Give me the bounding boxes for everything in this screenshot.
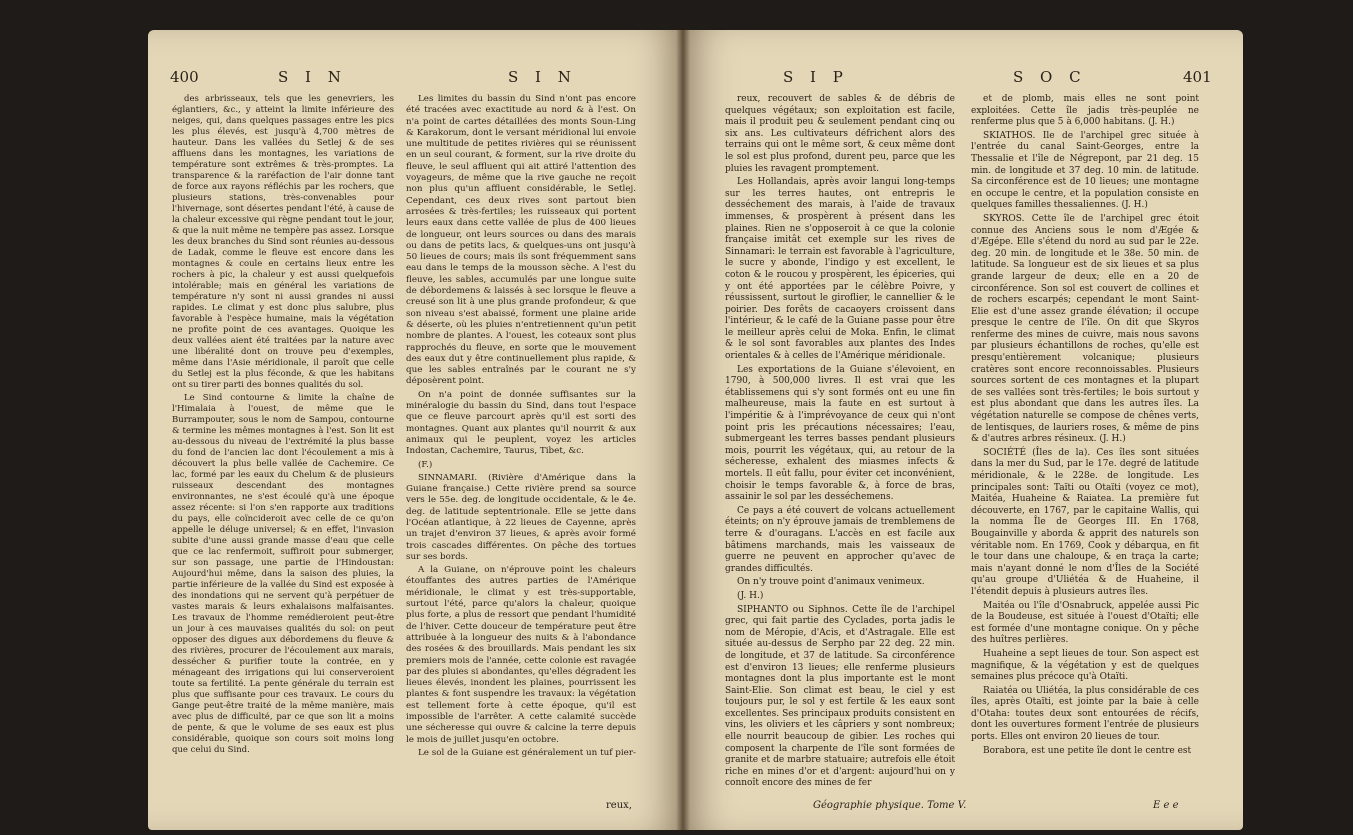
paragraph: Le sol de la Guiane est généralement un tuf pier- [418, 747, 636, 758]
catchword: reux, [606, 800, 632, 811]
paragraph: SINNAMARI. (Rivière d'Amérique dans la Guiane française.) Cette rivière prend sa source vers le 55e. deg. de longitude occidentale, & le 4e. deg. de latitude septentrionale. Elle se jette dans l'Océan atlantique, à 22 lieues de Cayenne, après un trajet d'environ 37 lieues, & après avoir formé trois cascades différentes. On pêche des tortues sur ses bords. [406, 472, 636, 562]
paragraph: Huaheine a sept lieues de tour. Son aspect est magnifique, & la végétation y est de quelques semaines plus précoce qu'à Otaïti. [971, 648, 1199, 683]
running-head: S O C [1013, 68, 1087, 86]
paragraph: A la Guiane, on n'éprouve point les chaleurs étouffantes des autres parties de l'Amérique méridionale, le climat y est très-supportable, surtout l'été, parce qu'alors la chaleur, quoique plus forte, a plus de ressort que pendant l'humidité de l'hiver. Cette douceur de température peut être attribuée à la longueur des nuits & à l'abondance des rosées & des brouillards. Mais pendant les six premiers mois de l'année, cette colonie est ravagée par des pluies si abondantes, qu'elles dégradent les lieues élevés, inondent les plaines, pourrissent les plantes & font suspendre les travaux: la végétation est tellement forte à cette époque, qu'il est impossible de l'arrêter. A cette calamité succède une sécheresse qui ouvre & calcine la terre depuis le mois de juillet jusqu'en octobre. [406, 565, 636, 745]
text-column-right [406, 94, 636, 761]
paragraph: Les exportations de la Guiane s'élevoient, en 1790, à 500,000 livres. Il est vrai que les établissemens qui s'y sont formés ont eu une fin malheureuse, mais la faute en est surtout à l'impéritie & à l'imprévoyance de ceux qui n'ont point pris les précautions nécessaires; l'eau, submergeant les terres basses pendant plusieurs mois, pourrit les végétaux, qui, au retour de la sécheresse, exhalent des miasmes infects & mortels. Il eût fallu, pour éviter cet inconvénient, choisir le temps favorable &, à force de bras, assainir le sol par les desséchemens. [725, 364, 955, 503]
running-head: S I N [508, 68, 577, 86]
paragraph: SIPHANTO ou Siphnos. Cette île de l'archipel grec, qui fait partie des Cyclades, porta jadis le nom de Méropie, d'Acis, et d'Astragale. Elle est située au-dessus de Serpho par 22 deg. 22 min. de longitude, et 37 de latitude. Sa circonférence est d'environ 13 lieues; elle renferme plusieurs montagnes dont la plus importante est le mont Saint-Elie. Son climat est beau, le ciel y est toujours pur, le sol y est fertile & les eaux sont excellentes. Ses principaux produits consistent en vins, les oliviers et les câpriers y sont nombreux; elle nourrit beaucoup de gibier. Les roches qui composent la charpente de l'île sont formées de granite et de marbre statuaire; autrefois elle étoit riche en mines d'or et d'argent: aujourd'hui on y connoît encore des mines de fer [725, 604, 955, 789]
paragraph: Les Hollandais, après avoir langui long-temps sur les terres hautes, ont entrepris le desséchement des marais, à l'aide de travaux immenses, & prospèrent à présent dans les plaines. Rien ne s'opposeroit à ce que la colonie française imitât cet exemple sur les rives de Sinnamari: le terrain est favorable à l'agriculture, le sucre y abonde, l'indigo y est excellent, le coton & le roucou y prospèrent, les épiceries, qui y ont été apportées par le célèbre Poivre, y réussissent, surtout le giroflier, le cannellier & le poirier. Des forêts de cacaoyers croissent dans l'intérieur, & le café de la Guiane passe pour être le meilleur après celui de Moka. Enfin, le climat & le sol sont favorables aux plantes des Indes orientales & à celles de l'Amérique méridionale. [725, 177, 955, 362]
paragraph: On n'y trouve point d'animaux venimeux. [737, 577, 925, 588]
text-column-right [971, 94, 1199, 759]
paragraph: des arbrisseaux, tels que les genevriers, les églantiers, &c., y atteint la limite inférieure des neiges, qui, dans quelques passages entre les pics les plus élevés, est jusqu'à 4,700 mètres de hauteur. Dans les vallées du Setlej & de ses affluens dans les montagnes, les variations de température sont extrêmes & très-promptes. La transparence & la raréfaction de l'air donne tant de force aux rayons réfléchis par les rochers, que plusieurs stations, très-convenables pour l'hivernage, sont désertes pendant l'été, à cause de la chaleur excessive qui règne pendant tout le jour, & que la nuit même ne tempère pas assez. Lorsque les deux branches du Sind sont réunies au-dessous de Ladak, comme le fleuve est encore dans les montagnes & coule en certains lieux entre les rochers à pic, la chaleur y est aussi quelquefois intolérable; mais en général les variations de température n'y sont ni aussi grandes ni aussi rapides. Le climat y est donc plus salubre, plus favorable à l'espèce humaine, mais la végétation ne profite point de ces avantages. Quoique les deux vallées aient été traitées par la nature avec une libéralité dont on trouve peu d'exemples, même dans l'Asie méridionale, il paroît que celle du Setlej est la plus féconde, & que les habitans ont su tirer parti des bonnes qualités du sol. [172, 94, 394, 390]
text-column-left [172, 94, 394, 758]
paragraph: et de plomb, mais elles ne sont point exploitées. Cette île jadis très-peuplée ne renferme plus que 5 à 6,000 habitans. (J. H.) [971, 94, 1199, 128]
paragraph: On n'a point de donnée suffisantes sur la minéralogie du bassin du Sind, dans tout l'espace que ce fleuve parcourt après qu'il est sorti des montagnes. Quant aux plantes qu'il nourrit & aux animaux qui le peuplent, voyez les articles Indostan, Cachemire, Taurus, Tibet, &c. [406, 389, 636, 457]
paragraph: Borabora, est une petite île dont le centre est [983, 745, 1192, 756]
paragraph: Maitéa ou l'île d'Osnabruck, appelée aussi Pic de la Boudeuse, est située à l'ouest d'Otaïti; elle est formée d'une montagne conique. On y pêche des huîtres perlières. [971, 600, 1199, 646]
left-page [148, 30, 683, 830]
paragraph: SOCIÉTÉ (Îles de la). Ces îles sont situées dans la mer du Sud, par le 17e. degré de latitude méridionale, & le 228e. de longitude. Les principales sont: Taïti ou Otaïti (voyez ce mot), Maitéa, Huaheine & Raiatea. La première fut découverte, en 1767, par le capitaine Wallis, qui la nomma Île de Georges III. En 1768, Bougainville y aborda & apprit des naturels son véritable nom. En 1769, Cook y débarqua, en fit le tour dans une chaloupe, & en traça la carte; mais n'ayant donné le nom d'Îles de la Société qu'au groupe d'Uliétéa & de Huaheine, il l'étendit depuis à plusieurs autres îles. [971, 447, 1199, 597]
paragraph: reux, recouvert de sables & de débris de quelques végétaux; son exploitation est facile, mais il produit peu & seulement pendant cinq ou six ans. Les cultivateurs défrichent alors des terrains qui ont le même sort, & ceux même dont le sol est plus profond, durent peu, parce que les pluies les ravagent promptement. [725, 94, 955, 174]
paragraph: Les limites du bassin du Sind n'ont pas encore été tracées avec exactitude au nord & à l'est. On n'a point de cartes détaillées des monts Soun-Ling & Karakorum, dont le versant méridional lui envoie une multitude de petites rivières qui se réunissent en un seul courant, & forment, sur la rive droite du fleuve, le seul affluent qui ait attiré l'attention des voyageurs, de même que la rive gauche ne reçoit non plus qu'un affluent considérable, le Setlej. Cependant, ces deux rives sont partout bien arrosées & très-fertiles; les ruisseaux qui portent leurs eaux dans cette vallée de plus de 400 lieues de longueur, ont leurs sources ou dans des marais ou dans de petits lacs, & quelques-uns ont jusqu'à 50 lieues de cours; mais ils sont fréquemment sans eau dans le temps de la mousson sèche. A l'est du fleuve, les sables, accumulés par une longue suite de débordemens & laissés à sec lorsque le fleuve a creusé son lit à une plus grande profondeur, & que son niveau s'est abaissé, forment une plaine aride & déserte, où les pluies n'entretiennent qu'un petit nombre de plantes. A l'ouest, les coteaux sont plus rapprochés du fleuve, en sorte que le mouvement des eaux dut y être continuellement plus rapide, & que les sables entraînés par le courant ne s'y déposèrent point. [406, 94, 636, 387]
running-head: S I N [278, 68, 347, 86]
paragraph: SKYROS. Cette île de l'archipel grec étoit connue des Anciens sous le nom d'Ægée & d'Ægépe. Elle s'étend du nord au sud par le 22e. deg. 20 min. de longitude et le 38e. 50 min. de latitude. Sa longueur est de six lieues et sa plus grande largeur de deux; elle en a 20 de circonférence. Son sol est couvert de collines et de rochers escarpés; cependant le mont Saint-Elie est d'une assez grande élévation; il occupe presque le centre de l'île. On dit que Skyros renferme des mines de cuivre, mais nous savons par plusieurs échantillons de roches, qu'elle est presqu'entièrement volcanique; plusieurs cratères sont encore reconnoissables. Plusieurs sources sortent de ces montagnes et la plupart de ses vallées sont très-fertiles; le bois surtout y est plus abondant que dans les autres îles. La végétation naturelle se compose de chênes verts, de lentisques, de lauriers roses, & même de pins & d'autres arbres résineux. (J. H.) [971, 213, 1199, 445]
paragraph: Ce pays a été couvert de volcans actuellement éteints; on n'y éprouve jamais de tremblemens de terre & d'ouragans. L'accès en est facile aux bâtimens marchands, mais les vaisseaux de guerre ne peuvent en approcher qu'avec de grandes difficultés. [725, 505, 955, 574]
text-column-left [725, 94, 955, 792]
paragraph: (F.) [418, 459, 433, 470]
page-number: 401 [1183, 68, 1212, 86]
paragraph: SKIATHOS. Ile de l'archipel grec située à l'entrée du canal Saint-Georges, entre la Thessalie et l'île de Négrepont, par 21 deg. 15 min. de longitude et 37 deg. 10 min. de latitude. Sa circonférence est de 10 lieues; une montagne en occupe le centre, et la population consiste en quelques familles thessaliennes. (J. H.) [971, 130, 1199, 211]
signature-line: Géographie physique. Tome V. [813, 800, 967, 811]
signature-mark: E e e [1153, 800, 1179, 811]
right-page [683, 30, 1243, 830]
page-number: 400 [170, 68, 199, 86]
running-head: S I P [783, 68, 849, 86]
paragraph: (J. H.) [737, 590, 764, 601]
book-gutter [676, 28, 690, 832]
paragraph: Raiatéa ou Uliétéa, la plus considérable de ces îles, après Otaïti, est jointe par la baie à celle d'Otaha: toutes deux sont entourées de récifs, dont les ouvertures forment l'entrée de plusieurs ports. Elles ont environ 20 lieues de tour. [971, 685, 1199, 743]
paragraph: Le Sind contourne & limite la chaîne de l'Himalaia à l'ouest, de même que le Burrampouter, sous le nom de Sampou, contourne & termine les mêmes montagnes à l'est. Son lit est au-dessous du niveau de l'extrémité la plus basse du fond de l'ancien lac dont l'écoulement a mis à découvert la plus belle vallée de Cachemire. Ce lac, formé par les eaux du Chelum & de plusieurs ruisseaux descendant des montagnes environnantes, ne s'est écoulé qu'à une époque assez récente: si l'on s'en rapporte aux traditions du pays, elle coïncideroit avec celle de ce qu'on appelle le déluge universel; & en effet, l'invasion subite d'une aussi grande masse d'eau que celle que ce lac renfermoit, suffiroit pour submerger, sur son passage, une partie de l'Hindoustan: Aujourd'hui même, dans la saison des pluies, la partie inférieure de la vallée du Sind est exposée à des inondations qui ne servent qu'à perpétuer de vastes marais & leurs exhalaisons malfaisantes. Les travaux de l'homme remédieroient peut-être un jour à ces mauvaises qualités du sol: on peut opposer des digues aux débordemens du fleuve & des rivières, procurer de l'écoulement aux marais, dessécher & purifier toute la contrée, en y ménageant des irrigations qui lui conserveroient toute sa fertilité. La pente générale du terrain est plus que suffisante pour ces travaux. Le cours du Gange peut-être traité de la même manière, mais avec plus de difficulté, par ce que son lit a moins de pente, & que le volume de ses eaux est plus considérable, quoique son cours soit moins long que celui du Sind. [172, 393, 394, 755]
